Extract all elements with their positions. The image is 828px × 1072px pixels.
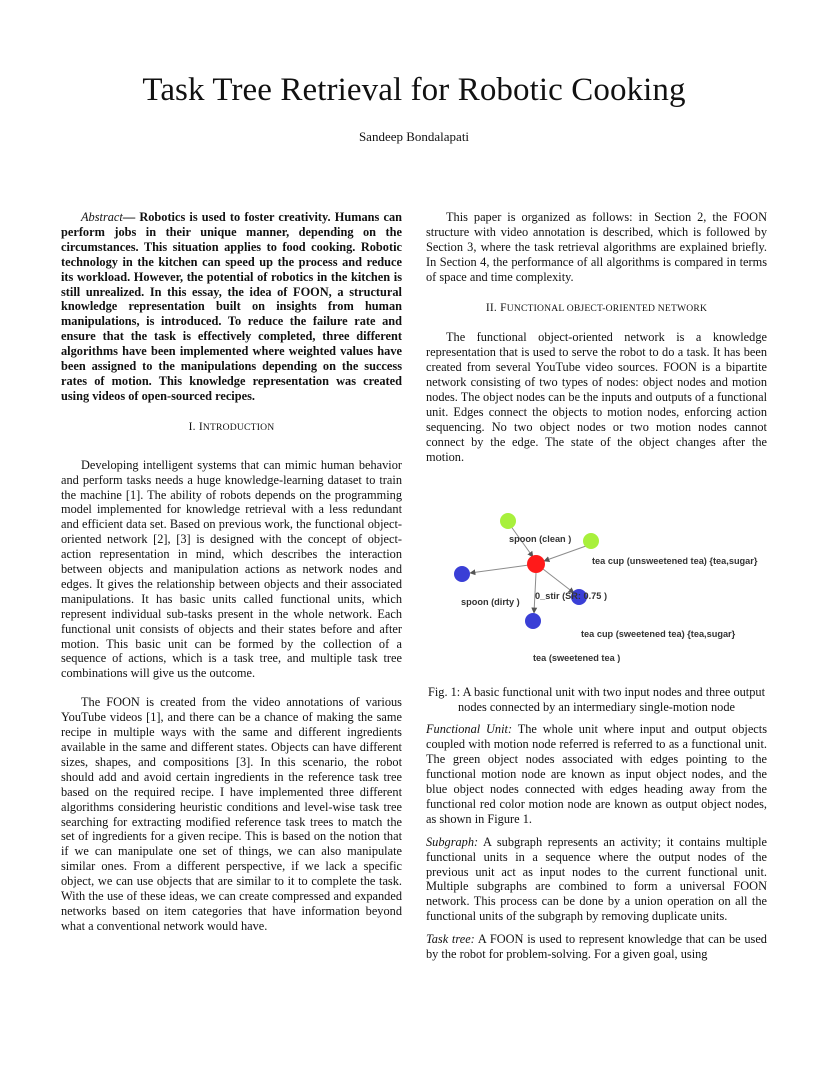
section-heading-rest: NTRODUCTION xyxy=(202,421,275,433)
label-spoon-dirty: spoon (dirty ) xyxy=(461,596,520,607)
motion-node-stir xyxy=(527,555,545,573)
foon-paragraph: The functional object-oriented network is a knowledge representation that is used to serve the robot to do a task. It has been created from several YouTube video sources. FOON is a bipartite network consisting of two types of nodes: object nodes and motion nodes. The object nodes can be the inputs and outputs of a functional unit. Edges connect the objects to motion nodes, enforcing action sequencing. No two object nodes or two motion nodes cannot connect by the edge. The state of the object changes after the motion. xyxy=(426,330,767,464)
label-tea-cup-sweetened: tea cup (sweetened tea) {tea,sugar} xyxy=(581,628,736,639)
output-node-tea xyxy=(525,613,541,629)
label-tea-sweetened: tea (sweetened tea ) xyxy=(533,652,621,663)
abstract-text: Robotics is used to foster creativity. Humans can perform jobs in their unique manner, depending on the circumstances. This situation applies to food cooking. Robotic technology in the kitchen can speed up the process and reduce its workload. However, the potential of robotics in the kitchen is still unrealized. In this essay, the idea of FOON, a structural knowledge representation built on insights from human manipulations, is introduced. To reduce the failure rate and ensure that the task is effectively completed, three different algorithms have been implemented where weighted values have been assigned to the manipulations depending on the success rates of motion. This knowledge representation was created using videos of open-sourced recipes. xyxy=(61,210,402,403)
section-heading-foon xyxy=(426,301,767,317)
paper-organization-paragraph: This paper is organized as follows: in Section 2, the FOON structure with video annotation is described, which is followed by Section 3, where the task retrieval algorithms are explained briefly. In Section 4, the performance of all algorithms is compared in terms of space and time complexity. xyxy=(426,210,767,284)
figure-functional-unit xyxy=(426,501,767,677)
term-task-tree: Task tree: xyxy=(426,932,475,947)
definition-functional-unit xyxy=(426,722,767,826)
author-name: Sandeep Bondalapati xyxy=(358,129,470,144)
foon-diagram xyxy=(426,501,767,677)
input-node-spoon-clean xyxy=(500,513,516,529)
abstract xyxy=(61,210,402,404)
intro-paragraph-2: The FOON is created from the video annotations of various YouTube videos [1], and there can be a chance of making the same recipe in multiple ways with the same and different ingredients available in the same and different states. Objects can have different sizes, shapes, and compositions [3]. In this scenario, the robot should add and avoid certain ingredients in the reference task tree based on the required recipe. I have implemented three different algorithms considering heuristic conditions and level-wise task tree searching for extracting modified reference task trees to match the set of ingredients for a given recipe. This is based on the notion that if we can manipulate one set of things, we can also manipulate similar ones. From a different perspective, if we lack a specific object, we can use objects that are similar to it to complete the task. With the use of these ideas, we can create compressed and expanded networks based on item categories that have information beyond what a conventional network would have. xyxy=(61,695,402,933)
paper-title: Task Tree Retrieval for Robotic Cooking xyxy=(142,72,686,108)
abstract-lead: Abstract xyxy=(81,210,123,224)
output-node-spoon-dirty xyxy=(454,566,470,582)
definition-text: A FOON is used to represent knowledge that can be used by the robot for problem-solving. For a given goal, using xyxy=(426,932,767,962)
label-tea-cup-unsweetened: tea cup (unsweetened tea) {tea,sugar} xyxy=(592,555,758,566)
definition-text: A subgraph represents an activity; it contains multiple functional units in a sequence where the output nodes of the previous unit act as input nodes to the current functional unit. Multiple subgraphs are combined to form a universal FOON network. This process can be done by a union operation on all the functional units of the subgraph by removing duplicate units. xyxy=(426,834,767,924)
edge-motion-output1 xyxy=(470,565,529,573)
right-column xyxy=(426,210,767,962)
edge-input2-motion xyxy=(544,546,586,561)
term-functional-unit: Functional Unit: xyxy=(426,722,513,737)
abstract-dash: — xyxy=(122,210,136,224)
section-numeral: II. xyxy=(485,301,498,314)
edge-motion-output2 xyxy=(543,569,574,593)
figure-caption: Fig. 1: A basic functional unit with two input nodes and three output nodes connected by an intermediary single-motion node xyxy=(427,684,766,714)
label-spoon-clean: spoon (clean ) xyxy=(509,533,572,544)
left-column xyxy=(61,210,402,934)
section-heading-introduction xyxy=(61,420,402,436)
section-numeral: I. xyxy=(188,420,196,433)
section-heading-initial: F xyxy=(500,301,507,314)
label-stir-motion: 0_stir (SR: 0.75 ) xyxy=(535,590,607,601)
input-node-tea-cup xyxy=(583,533,599,549)
section-heading-rest: UNCTIONAL OBJECT-ORIENTED NETWORK xyxy=(506,302,708,314)
definition-text: The whole unit where input and output objects coupled with motion node referred is referred to as a functional unit. The green object nodes associated with edges pointing to the functional motion node are known as input object nodes, and the blue object nodes connected with edges heading away from the functional red color motion node are known as output object nodes, as shown in Figure 1. xyxy=(426,722,768,826)
definition-subgraph xyxy=(426,835,767,924)
section-heading-initial: I xyxy=(198,420,203,433)
definition-task-tree xyxy=(426,932,767,962)
intro-paragraph-1: Developing intelligent systems that can mimic human behavior and perform tasks needs a huge knowledge-learning dataset to train the machine [1]. The ability of robots depends on the programming model implemented for knowledge retrieval with a less redundant and efficient data set. Based on previous work, the functional object-oriented network [2], [3] is designed with the concept of object-action representation in mind, which describes the interaction between objects and manipulation actions as network nodes and edges. It gives the relationship between objects and their associated manipulations. It has basic units called functional units, which represent individual sub-tasks present in the whole network. Each functional unit consists of objects and their states before and after motion. This basic unit can be formed by the collection of a sequence of actions, which is a task tree, and multiple task tree combinations will give us the outcome. xyxy=(61,457,402,681)
term-subgraph: Subgraph: xyxy=(426,834,479,849)
